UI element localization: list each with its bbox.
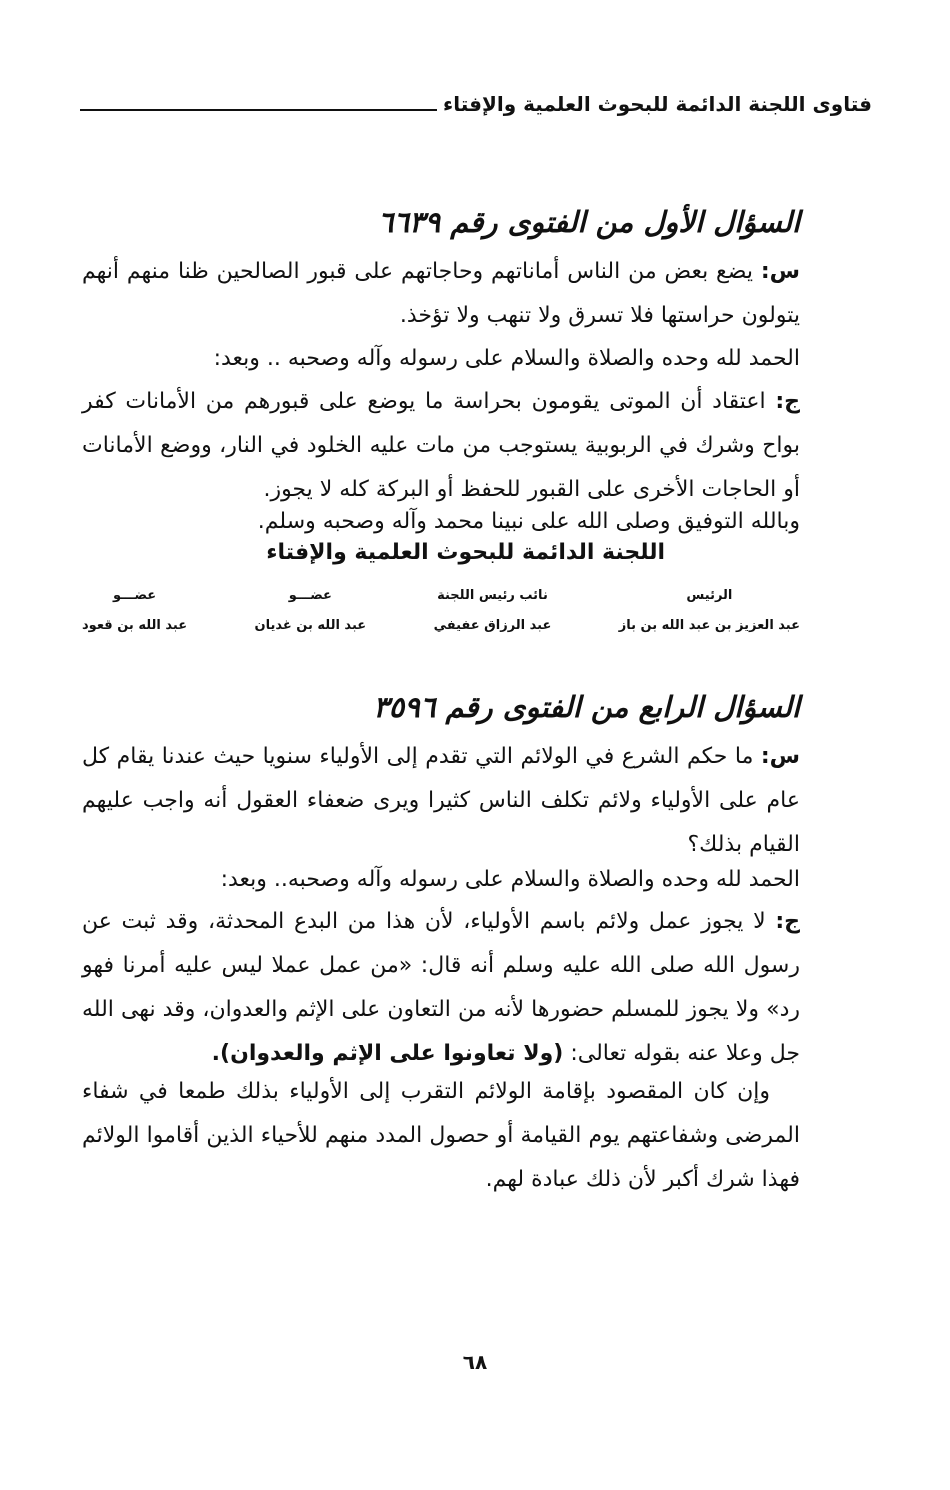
fatwa-2-answer bbox=[82, 900, 800, 1076]
signature-role: عضـــو bbox=[112, 588, 157, 603]
signature-chairman bbox=[619, 588, 800, 633]
signature-name: عبد الرزاق عفيفي bbox=[433, 618, 552, 633]
signature-role: عضـــو bbox=[288, 588, 332, 603]
fatwa-2-question bbox=[82, 735, 800, 867]
answer-marker: ج: bbox=[775, 389, 800, 414]
signature-deputy bbox=[434, 588, 552, 633]
question-marker: س: bbox=[760, 259, 800, 284]
signature-member-1 bbox=[255, 588, 367, 633]
header-rule bbox=[80, 109, 437, 111]
signature-role: نائب رئيس اللجنة bbox=[437, 588, 548, 603]
fatwa-1-title: السؤال الأول من الفتوى رقم ٦٦٣٩ bbox=[377, 205, 800, 239]
running-header bbox=[80, 92, 872, 116]
signature-name: عبد الله بن غديان bbox=[254, 618, 367, 633]
fatwa-1-closing: وبالله التوفيق وصلى الله على نبينا محمد وآله وصحبه وسلم. bbox=[257, 509, 800, 534]
page-number: ٦٨ bbox=[462, 1350, 488, 1374]
answer-text: لا يجوز عمل ولائم باسم الأولياء، لأن هذا من البدع المحدثة، وقد ثبت عن رسول الله صلى الله عليه وسلم أنه قال: «من عمل عملا ليس عليه أمرنا فهو رد» ولا يجوز للمسلم حضورها لأنه من التعاون على الإثم والعدوان، وقد نهى الله جل وعلا عنه بقوله تعالى: bbox=[82, 909, 800, 1066]
signature-role: الرئيس bbox=[686, 588, 733, 603]
answer-marker: ج: bbox=[775, 909, 800, 934]
signature-member-2 bbox=[82, 588, 187, 633]
fatwa-2-title: السؤال الرابع من الفتوى رقم ٣٥٩٦ bbox=[373, 690, 800, 724]
fatwa-1-question bbox=[82, 250, 800, 338]
signature-name: عبد الله بن قعود bbox=[82, 618, 188, 633]
signature-block bbox=[82, 588, 800, 633]
committee-name: اللجنة الدائمة للبحوث العلمية والإفتاء bbox=[266, 540, 665, 565]
question-text: ما حكم الشرع في الولائم التي تقدم إلى الأولياء سنويا حيث عندنا يقام كل عام على الأولياء ولائم تكلف الناس كثيرا ويرى ضعفاء العقول أنه واجب عليهم القيام بذلك؟ bbox=[82, 744, 800, 857]
fatwa-1-answer bbox=[82, 380, 800, 512]
question-text: يضع بعض من الناس أماناتهم وحاجاتهم على قبور الصالحين ظنا منهم أنهم يتولون حراستها فلا تسرق ولا تنهب ولا تؤخذ. bbox=[82, 259, 800, 328]
answer-text: اعتقاد أن الموتى يقومون بحراسة ما يوضع على قبورهم من الأمانات كفر بواح وشرك في الربوبية يستوجب من مات عليه الخلود في النار، ووضع الأمانات أو الحاجات الأخرى على القبور للحفظ أو البركة كله لا يجوز. bbox=[82, 389, 800, 502]
running-header-title: فتاوى اللجنة الدائمة للبحوث العلمية والإفتاء bbox=[443, 92, 872, 116]
fatwa-1-praise: الحمد لله وحده والصلاة والسلام على رسوله وآله وصحبه .. وبعد: bbox=[213, 346, 800, 371]
signature-name: عبد العزيز بن عبد الله بن باز bbox=[618, 618, 800, 633]
question-marker: س: bbox=[760, 744, 800, 769]
fatwa-2-praise: الحمد لله وحده والصلاة والسلام على رسوله وآله وصحبه.. وبعد: bbox=[220, 867, 800, 892]
quran-quote: (ولا تعاونوا على الإثم والعدوان). bbox=[211, 1041, 564, 1066]
fatwa-2-continuation: وإن كان المقصود بإقامة الولائم التقرب إلى الأولياء بذلك طمعا في شفاء المرضى وشفاعتهم يوم القيامة أو حصول المدد منهم للأحياء الذين أقاموا الولائم فهذا شرك أكبر لأن ذلك عبادة لهم. bbox=[82, 1079, 800, 1192]
